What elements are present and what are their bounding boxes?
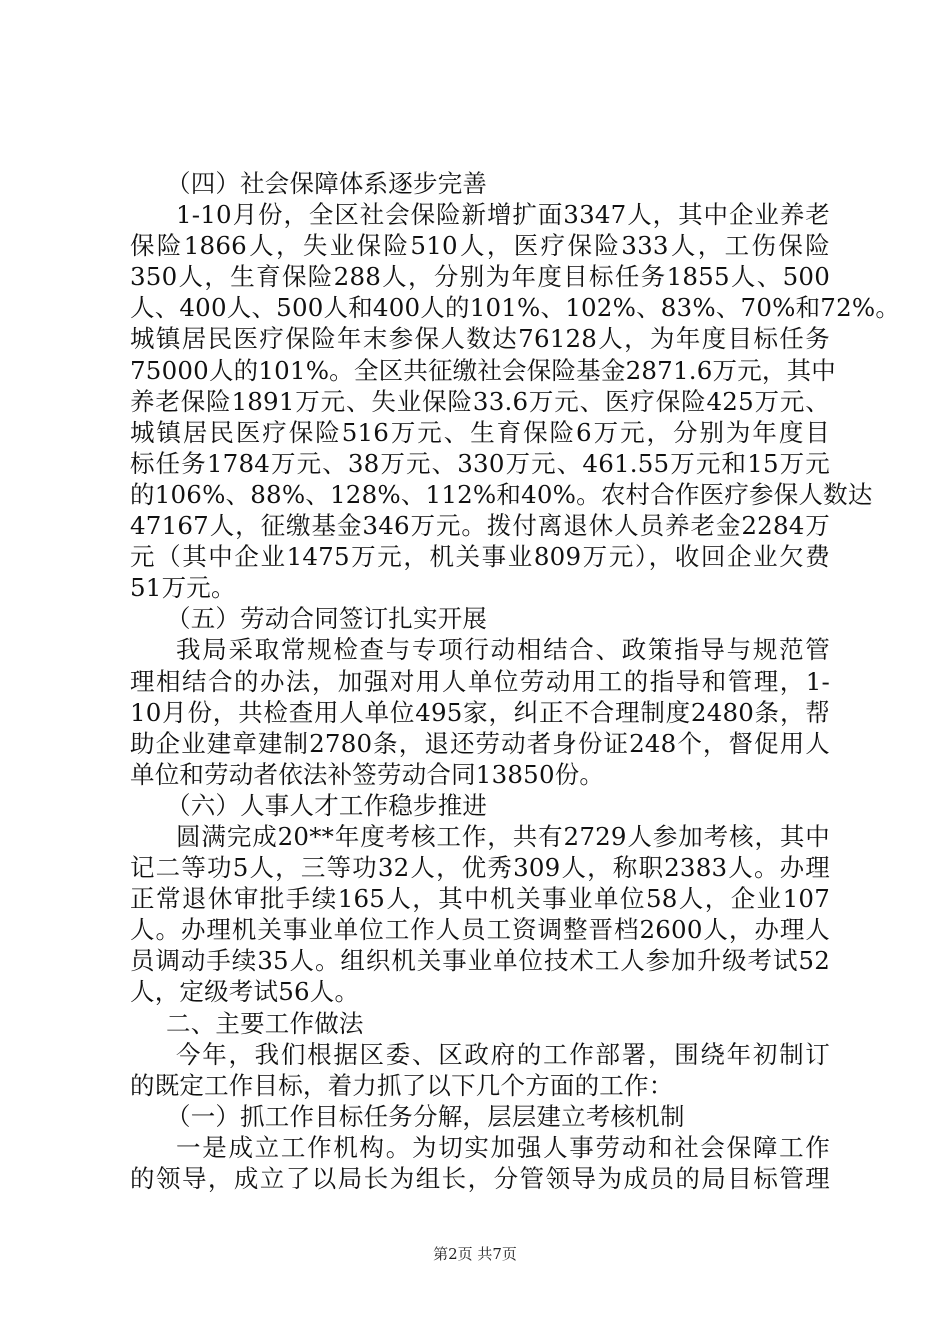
paragraph-line: 47167人，征缴基金346万元。拨付离退休人员养老金2284万 (130, 511, 830, 541)
paragraph-line: 人。办理机关事业单位工作人员工资调整晋档2600人，办理人 (130, 915, 830, 945)
paragraph-line: 51万元。 (130, 573, 236, 603)
paragraph-line: 的领导，成立了以局长为组长，分管领导为成员的局目标管理 (130, 1164, 830, 1193)
paragraph-line: 单位和劳动者依法补签劳动合同13850份。 (130, 759, 605, 789)
section-heading: （五）劳动合同签订扎实开展 (166, 604, 488, 634)
paragraph-line: 的106%、88%、128%、112%和40%。农村合作医疗参保人数达 (130, 479, 873, 509)
section-heading: （四）社会保障体系逐步完善 (166, 169, 488, 198)
paragraph-line: 正常退休审批手续165人，其中机关事业单位58人，企业107 (130, 884, 830, 914)
paragraph-line: 今年，我们根据区委、区政府的工作部署，围绕年初制订 (176, 1039, 830, 1069)
paragraph-line: 养老保险1891万元、失业保险33.6万元、医疗保险425万元、 (130, 386, 830, 416)
paragraph-line: 城镇居民医疗保险516万元、生育保险6万元，分别为年度目 (130, 417, 830, 447)
paragraph-line: 人、400人、500人和400人的101%、102%、83%、70%和72%。 (130, 293, 901, 323)
paragraph-line: 75000人的101%。全区共征缴社会保险基金2871.6万元，其中 (130, 355, 837, 385)
section-heading: （一）抓工作目标任务分解，层层建立考核机制 (166, 1101, 685, 1131)
section-heading: 二、主要工作做法 (166, 1008, 364, 1038)
paragraph-line: 我局采取常规检查与专项行动相结合、政策指导与规范管 (176, 635, 830, 665)
page-footer: 第2页 共7页 (433, 1245, 517, 1263)
paragraph-line: 的既定工作目标，着力抓了以下几个方面的工作： (130, 1070, 674, 1100)
paragraph-line: 1-10月份，全区社会保险新增扩面3347人，其中企业养老 (176, 200, 830, 230)
document-body (130, 168, 901, 1194)
paragraph-line: 350人，生育保险288人，分别为年度目标任务1855人、500 (130, 262, 830, 292)
paragraph-line: 助企业建章建制2780条，退还劳动者身份证248个，督促用人 (130, 728, 830, 758)
paragraph-line: 10月份，共检查用人单位495家，纠正不合理制度2480条，帮 (130, 697, 830, 727)
paragraph-line: 理相结合的办法，加强对用人单位劳动用工的指导和管理，1- (130, 666, 830, 696)
paragraph-line: 标任务1784万元、38万元、330万元、461.55万元和15万元 (130, 448, 830, 478)
section-heading: （六）人事人才工作稳步推进 (166, 790, 488, 820)
paragraph-line: 圆满完成20**年度考核工作，共有2729人参加考核，其中 (176, 821, 830, 851)
paragraph-line: 人，定级考试56人。 (130, 977, 360, 1007)
paragraph-line: 一是成立工作机构。为切实加强人事劳动和社会保障工作 (176, 1132, 830, 1162)
paragraph-line: 城镇居民医疗保险年末参保人数达76128人，为年度目标任务 (130, 324, 830, 354)
paragraph-line: 记二等功5人，三等功32人，优秀309人，称职2383人。办理 (130, 853, 830, 883)
paragraph-line: 员调动手续35人。组织机关事业单位技术工人参加升级考试52 (130, 946, 830, 976)
paragraph-line: 保险1866人，失业保险510人，医疗保险333人，工伤保险 (130, 231, 830, 261)
paragraph-line: 元（其中企业1475万元，机关事业809万元），收回企业欠费 (130, 542, 830, 572)
